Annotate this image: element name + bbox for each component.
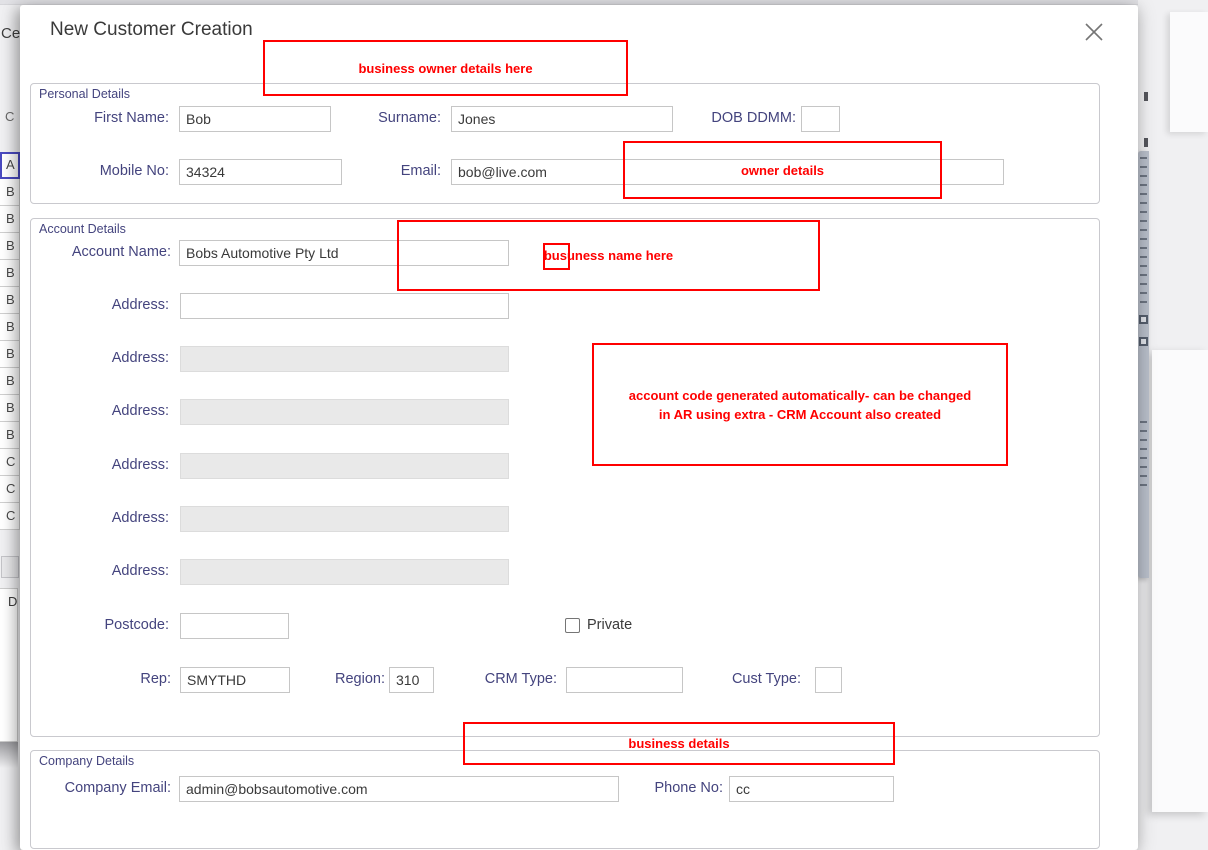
list-item: C: [0, 449, 20, 476]
crm-type-label: CRM Type:: [484, 671, 557, 687]
address-label: Address:: [111, 510, 169, 526]
first-name-label: First Name:: [94, 110, 169, 126]
background-text-fragment: [1144, 92, 1148, 101]
address-input-3: [180, 399, 509, 425]
annotation-owner-details: [623, 141, 942, 199]
annotation-business-details: [463, 722, 895, 765]
region-label: Region:: [335, 671, 385, 687]
surname-label: Surname:: [378, 110, 441, 126]
mobile-label: Mobile No:: [99, 163, 169, 179]
postcode-label: Postcode:: [104, 617, 169, 633]
background-panel-shadow: [0, 742, 18, 768]
background-card-top: [1170, 12, 1208, 132]
rep-input[interactable]: [180, 667, 290, 693]
address-label: Address:: [111, 350, 169, 366]
first-name-input[interactable]: [179, 106, 331, 132]
scrollbar-texture: [1140, 421, 1147, 491]
surname-input[interactable]: [451, 106, 673, 132]
address-input-2: [180, 346, 509, 372]
company-email-input[interactable]: [179, 776, 619, 802]
annotation-business-owner-details: [263, 40, 628, 96]
section-legend: Account Details: [39, 222, 126, 236]
list-item: C: [0, 476, 20, 503]
address-label: Address:: [111, 297, 169, 313]
address-label: Address:: [111, 563, 169, 579]
annotation-text: owner details: [740, 162, 825, 178]
address-label: Address:: [111, 457, 169, 473]
dob-label: DOB DDMM:: [711, 110, 796, 126]
account-details-section: [30, 218, 1100, 737]
background-card-bottom: [1152, 350, 1208, 812]
square-outline-icon: [1139, 315, 1148, 324]
list-item: B: [0, 368, 20, 395]
cust-type-label: Cust Type:: [731, 671, 801, 687]
address-input-6: [180, 559, 509, 585]
region-input[interactable]: [389, 667, 434, 693]
address-input-4: [180, 453, 509, 479]
section-legend: Personal Details: [39, 87, 131, 101]
annotation-small-box: [543, 243, 570, 270]
company-email-label: Company Email:: [64, 780, 171, 796]
annotation-business-name: [397, 220, 820, 291]
annotation-text: business details: [628, 736, 730, 751]
list-item: B: [0, 179, 20, 206]
annotation-account-code: [592, 343, 1008, 466]
cust-type-input[interactable]: [815, 667, 842, 693]
private-checkbox[interactable]: [565, 618, 580, 633]
close-button[interactable]: [1080, 18, 1108, 46]
mobile-input[interactable]: [179, 159, 342, 185]
annotation-text: account code generated automatically- can be changed: [628, 387, 972, 403]
background-right-area: [1138, 0, 1208, 850]
phone-no-label: Phone No:: [654, 780, 723, 796]
address-input-1[interactable]: [180, 293, 509, 319]
list-item: A: [0, 152, 20, 179]
background-partial-letter: C: [5, 109, 15, 124]
background-partial-title: Ce: [1, 25, 21, 42]
section-legend: Company Details: [39, 754, 135, 768]
background-text-fragment: [1144, 138, 1148, 147]
background-list-footer-button: [1, 556, 19, 578]
background-scrollbar: [1138, 151, 1149, 578]
postcode-input[interactable]: [180, 613, 289, 639]
list-item: C: [0, 503, 20, 530]
rep-label: Rep:: [140, 671, 171, 687]
list-item: B: [0, 233, 20, 260]
annotation-text: business owner details here: [358, 60, 533, 76]
phone-no-input[interactable]: [729, 776, 894, 802]
list-item: B: [0, 422, 20, 449]
background-lower-panel: [0, 588, 18, 742]
crm-type-input[interactable]: [566, 667, 683, 693]
close-icon: [1083, 21, 1105, 43]
dob-input[interactable]: [801, 106, 840, 132]
email-label: Email:: [400, 163, 441, 179]
account-name-label: Account Name:: [71, 244, 171, 260]
square-outline-icon: [1139, 337, 1148, 346]
address-input-5: [180, 506, 509, 532]
list-item: B: [0, 287, 20, 314]
background-customer-list: [0, 152, 20, 530]
address-label: Address:: [111, 403, 169, 419]
annotation-text: in AR using extra - CRM Account also created: [658, 406, 942, 422]
background-lower-panel-label: D: [8, 594, 18, 609]
list-item: B: [0, 395, 20, 422]
annotation-text: busuness name here: [543, 248, 674, 263]
dialog-title: New Customer Creation: [50, 19, 253, 40]
list-item: B: [0, 314, 20, 341]
list-item: B: [0, 260, 20, 287]
list-item: B: [0, 206, 20, 233]
list-item: B: [0, 341, 20, 368]
scrollbar-texture: [1140, 157, 1147, 307]
private-label: Private: [587, 617, 633, 633]
